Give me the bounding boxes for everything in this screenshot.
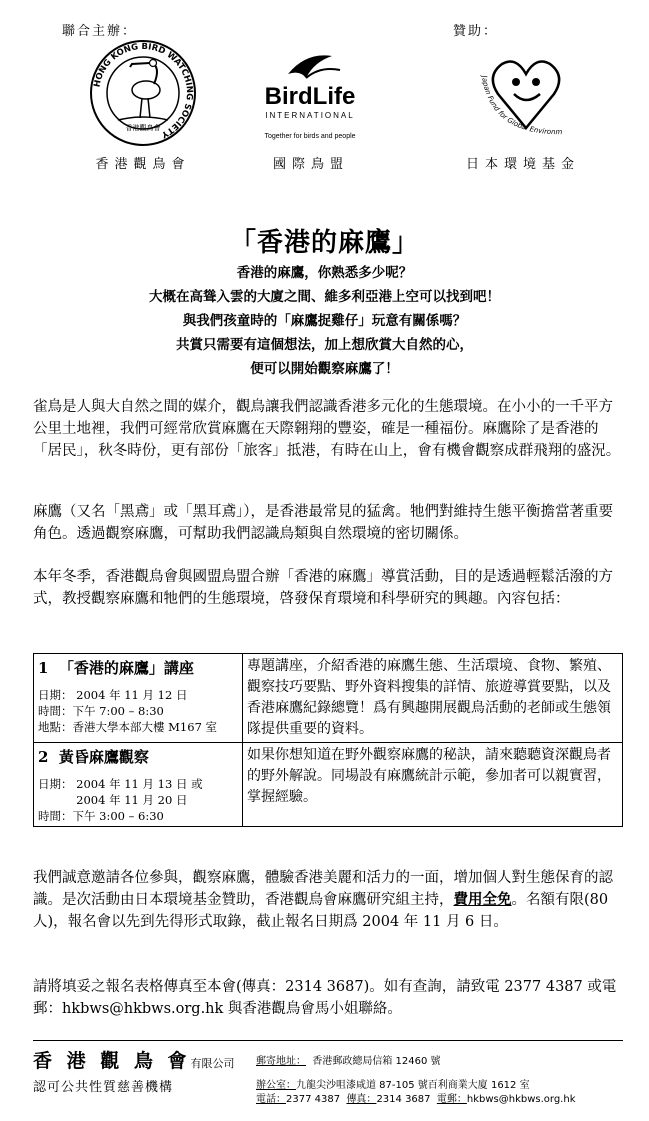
closing-text: 我們誠意邀請各位參與，觀察麻鷹，體驗香港美麗和活力的一面，增加個人對生態保育的認識。是次活動由日本環境基金贊助，香港觀鳥會麻鷹研究組主持， — [33, 870, 613, 908]
free-of-charge-text: 費用全免 — [453, 891, 512, 908]
programme-number: 1 — [38, 659, 49, 677]
programme-description: 專題講座，介紹香港的麻鷹生態、生活環境、食物、繁殖、觀察技巧要點、野外資料搜集的詳情、旅遊導賞要點，以及香港麻鷹紀錄總覽！爲有興趣開展觀鳥活動的老師或生態領隊提供重要的資料。 — [243, 654, 623, 743]
hkbws-inner-text: 香港觀鳥會 — [125, 124, 161, 132]
programme-name: 「香港的麻鷹」講座 — [58, 659, 194, 677]
mail-label: 郵寄地址： — [256, 1056, 306, 1067]
programme-number: 2 — [38, 748, 49, 766]
fax-value: 2314 3687 — [376, 1094, 431, 1105]
mail-address — [256, 1052, 441, 1067]
programme-detail: 日期： 2004 年 11 月 13 日 或 — [38, 777, 203, 791]
birdlife-wordmark: BirdLife — [264, 83, 356, 110]
intro-line: 便可以開始觀察麻鷹了！ — [250, 361, 399, 377]
programme-item-info — [34, 743, 243, 827]
programme-name: 黃昏麻鷹觀察 — [58, 748, 149, 766]
hkbws-ring-text: HONG KONG BIRD WATCHING SOCIETY — [92, 41, 195, 140]
paragraph: 本年冬季，香港觀鳥會與國盟鳥盟合辦「香港的麻鷹」導賞活動，目的是透過輕鬆活潑的方式，教授觀察麻鷹和牠們的生態環境，啓發保育環境和科學研究的興趣。內容包括： — [33, 569, 613, 607]
programme-detail: 地點：香港大學本部大樓 M167 室 — [38, 720, 218, 734]
logo-caption-jfge: 日本環境基金 — [465, 157, 580, 172]
phone-label: 電話： — [256, 1094, 286, 1105]
programme-detail: 2004 年 11 月 20 日 — [38, 793, 188, 807]
phone-value: 2377 4387 — [286, 1094, 341, 1105]
closing-paragraph — [33, 867, 621, 933]
logo-caption-hkbws: 香港觀鳥會 — [95, 157, 191, 172]
intro-line: 大概在高聳入雲的大廈之間、維多利亞港上空可以找到吧！ — [149, 289, 500, 305]
email-label: 電郵： — [436, 1094, 467, 1105]
programme-table — [33, 653, 623, 827]
intro-line: 與我們孩童時的「麻鷹捉雞仔」玩意有關係嗎？ — [182, 313, 467, 329]
contact-paragraph: 請將填妥之報名表格傳真至本會(傳真：2314 3687)。如有查詢，請致電 2377 4387 或電郵：hkbws@hkbws.org.hk 與香港觀鳥會馬小姐聯絡。 — [33, 979, 617, 1017]
birdlife-sub: INTERNATIONAL — [265, 111, 355, 120]
birdlife-tagline: Together for birds and people — [264, 133, 356, 140]
email-link[interactable]: hkbws@hkbws.org.hk — [466, 1094, 576, 1105]
programme-detail: 時間：下午 7:00 – 8:30 — [38, 704, 164, 718]
programme-detail: 日期： 2004 年 11 月 12 日 — [38, 688, 188, 702]
closing-text-end: 。名額有限(80 人)，報名會以先到先得形式取錄，截止報名日期爲 2004 年 11 月 6 日。 — [33, 892, 609, 930]
table-row — [34, 654, 623, 743]
mail-value: 香港郵政總局信箱 12460 號 — [312, 1056, 441, 1067]
paragraph: 雀鳥是人與大自然之間的媒介，觀鳥讓我們認識香港多元化的生態環境。在小小的一千平方公里土地裡，我們可經常欣賞麻鷹在天際翱翔的豐姿，確是一種福份。麻鷹除了是香港的「居民」，秋冬時份，更有部份「旅客」抵港，有時在山上，會有機會觀察成群飛翔的盛況。 — [33, 399, 621, 459]
fax-label: 傳真： — [346, 1094, 377, 1105]
org-suffix: 有限公司 — [190, 1057, 235, 1070]
page-title: 「香港的麻鷹」 — [229, 228, 419, 258]
jfge-arc-text: Japan Fund for Global Environm — [480, 75, 563, 137]
office-value: 九龍尖沙咀漆咸道 87-105 號百利商業大廈 1612 室 — [296, 1080, 530, 1091]
footer-divider — [33, 1040, 623, 1041]
office-label: 辦公室： — [256, 1080, 296, 1091]
org-name: 香 港 觀 鳥 會 — [33, 1050, 191, 1072]
sponsor-label: 贊助： — [453, 24, 499, 39]
charity-status: 認可公共性質慈善機構 — [33, 1080, 174, 1095]
organizer-label: 聯合主辦： — [62, 24, 138, 39]
table-row — [34, 743, 623, 827]
intro-line: 共賞只需要有這個想法，加上想欣賞大自然的心， — [176, 337, 473, 353]
programme-description: 如果你想知道在野外觀察麻鷹的秘訣，請來聽聽資深觀鳥者的野外解說。同場設有麻鷹統計示範，參加者可以親實習，掌握經驗。 — [247, 747, 611, 805]
intro-line: 香港的麻鷹，你熟悉多少呢？ — [236, 265, 413, 281]
logo-caption-birdlife: 國際鳥盟 — [272, 157, 349, 172]
paragraph: 麻鷹（又名「黑鳶」或「黑耳鳶」），是香港最常見的猛禽。牠們對維持生態平衡擔當著重要角色。透過觀察麻鷹，可幫助我們認識鳥類與自然環境的密切關係。 — [33, 504, 613, 542]
hkbws-crest-logo — [88, 38, 198, 148]
office-address — [256, 1076, 530, 1091]
programme-detail: 時間：下午 3:00 – 6:30 — [38, 809, 164, 823]
programme-item-info — [34, 654, 243, 743]
jfge-heart-logo — [468, 36, 580, 148]
birdlife-logo — [248, 48, 372, 142]
contact-numbers — [256, 1090, 576, 1105]
footer-org-name — [33, 1046, 234, 1073]
